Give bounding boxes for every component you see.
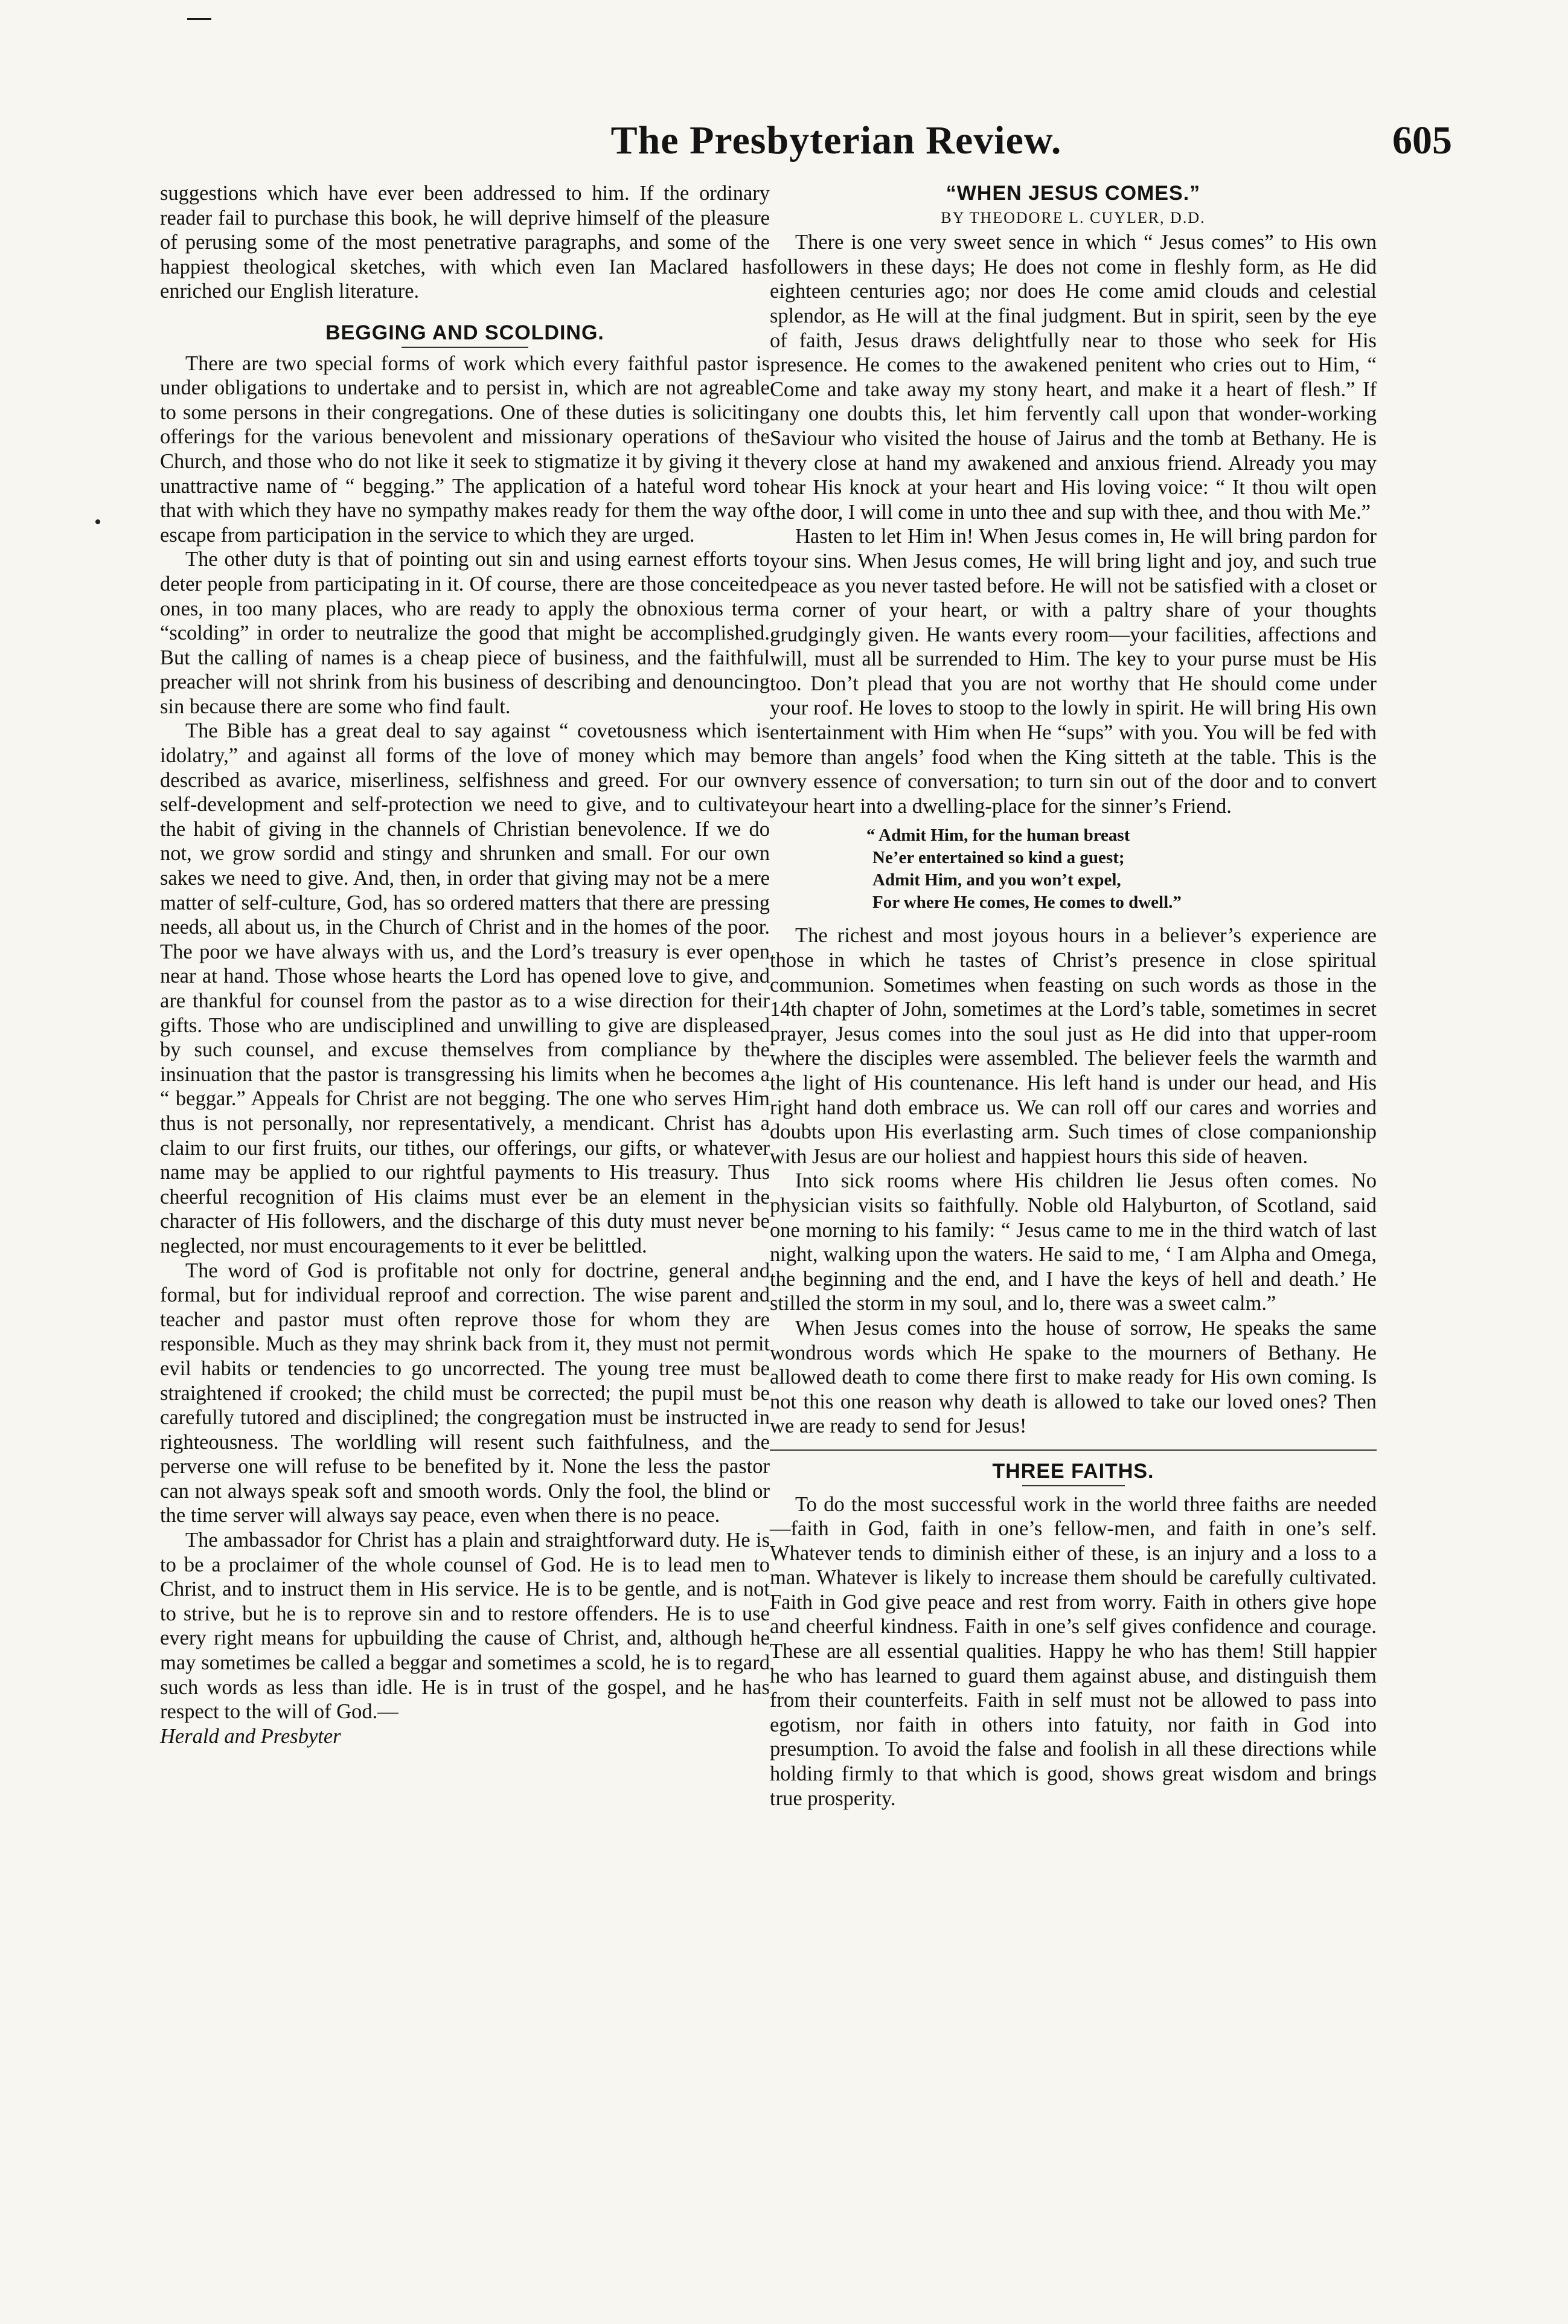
section-title-when-jesus-comes: “WHEN JESUS COMES.” bbox=[946, 182, 1201, 205]
article-paragraph: The ambassador for Christ has a plain and straightforward duty. He is to be a proclaimer of the whole counsel of God. He is to lead men to Christ, and to instruct them in His service. He is to be gentle, and is not to strive, but he is to reprove sin and to restore offenders. He is to use every right means for upbuilding the cause of Christ, and, although he may sometimes be called a beggar and sometimes a scold, he is to regard such words as less than idle. He is in trust of the gospel, and he has respect to the will of God.— bbox=[160, 1529, 770, 1724]
article-source-signature: Herald and Presbyter bbox=[160, 1724, 341, 1748]
left-column bbox=[160, 181, 770, 1748]
article-paragraph: When Jesus comes into the house of sorrow, He speaks the same wondrous words which He spake to the mourners of Bethany. He allowed death to come there first to make ready for His own coming. Is not this one reason why death is allowed to take our loved ones? Then we are ready to send for Jesus! bbox=[770, 1316, 1377, 1438]
poem-line: “ Admit Him, for the human breast bbox=[866, 826, 1130, 846]
section-title-three-faiths: THREE FAITHS. bbox=[992, 1459, 1154, 1483]
article-paragraph: Into sick rooms where His children lie Jesus often comes. No physician visits so faithfully. Noble old Halyburton, of Scotland, said one morning to his family: “ Jesus came to me in the third watch of last night, walking upon the waters. He said to me, ‘ I am Alpha and Omega, the beginning and the end, and I have the keys of hell and death.’ He stilled the storm in my soul, and lo, there was a sweet calm.” bbox=[770, 1169, 1377, 1315]
article-paragraph: The word of God is profitable not only for doctrine, general and formal, but for individual reproof and correction. The wise parent and teacher and pastor must often reprove those for whom they are responsible. Much as they may shrink back from it, they must not permit evil habits or tendencies to go uncorrected. The young tree must be straightened if crooked; the child must be corrected; the pupil must be carefully tutored and disciplined; the congregation must be instructed in righteousness. The worldling will resent such faithfulness, and the perverse one will refuse to be benefited by it. None the less the pastor can not always speak soft and smooth words. Only the fool, the blind or the time server will always say peace, even when there is no peace. bbox=[160, 1259, 770, 1527]
right-column bbox=[770, 181, 1377, 1811]
page-header-title: The Presbyterian Review. bbox=[610, 118, 1062, 162]
scan-mark bbox=[187, 18, 211, 20]
intro-paragraph: suggestions which have ever been addressed to him. If the ordinary reader fail to purchase this book, he will deprive himself of the pleasure of perusing some of the most penetrative paragraphs, and some of the happiest theological sketches, with which even Ian Maclared has enriched our English literature. bbox=[160, 182, 770, 303]
section-title-begging-and-scolding: BEGGING AND SCOLDING. bbox=[325, 321, 604, 344]
page-number: 605 bbox=[1392, 118, 1452, 162]
poem-line: For where He comes, He comes to dwell.” bbox=[872, 893, 1182, 913]
article-paragraph: There is one very sweet sence in which “ Jesus comes” to His own followers in these days; He does not come in fleshly form, as He did eighteen centuries ago; nor does He come amid clouds and celestial splendor, as He will at the final judgment. But in spirit, seen by the eye of faith, Jesus draws delightfully near to those who seek for His presence. He comes to the awakened penitent who cries out to Him, “ Come and take away my stony heart, and make it a heart of flesh.” If any one doubts this, let him fervently call upon that wonder-working Saviour who visited the house of Jairus and the tomb at Bethany. He is very close at hand my awakened and anxious friend. Already you may hear His knock at your heart and His loving voice: “ It thou wilt open the door, I will come in unto thee and sup with thee, and thou with Me.” bbox=[770, 231, 1377, 524]
article-paragraph: Hasten to let Him in! When Jesus comes in, He will bring pardon for your sins. When Jesus comes, He will bring light and joy, and such true peace as you never tasted before. He will not be satisfied with a closet or a corner of your heart, or with a paltry share of your thoughts grudgingly given. He wants every room—your facilities, affections and will, must all be surrended to Him. The key to your purse must be His too. Don’t plead that you are not worthy that He should come under your roof. He loves to stoop to the lowly in spirit. He will bring His own entertainment with Him when He “sups” with you. You will be fed with more than angels’ food when the King sitteth at the table. This is the very essence of conversation; to turn sin out of the door and to convert your heart into a dwelling-place for the sinner’s Friend. bbox=[770, 525, 1377, 818]
poem-line: Ne’er entertained so kind a guest; bbox=[872, 848, 1125, 868]
margin-dot bbox=[95, 519, 100, 524]
article-paragraph: To do the most successful work in the world three faiths are needed—faith in God, faith in one’s fellow-men, and faith in one’s self. Whatever tends to diminish either of these, is an injury and a loss to a man. Whatever is likely to increase them should be carefully cultivated. Faith in God give peace and rest from worry. Faith in others give hope and cheerful kindness. Faith in one’s self gives confidence and courage. These are all essential qualities. Happy he who has them! Still happier he who has learned to guard them against abuse, and distinguish them from their counterfeits. Faith in self must not be allowed to pass into egotism, nor faith in others into fatuity, nor faith in God into presumption. To avoid the false and foolish in all these directions while holding firmly to that which is good, shows great wisdom and brings true prosperity. bbox=[770, 1492, 1377, 1810]
article-paragraph: The other duty is that of pointing out sin and using earnest efforts to deter people from participating in it. Of course, there are those conceited ones, in too many places, who are ready to apply the obnoxious term “scolding” in order to neutralize the good that might be accomplished. But the calling of names is a cheap piece of business, and the faithful preacher will not shrink from his business of describing and denouncing sin because there are some who find fault. bbox=[160, 548, 770, 718]
poem-line: Admit Him, and you won’t expel, bbox=[872, 870, 1121, 890]
article-paragraph: There are two special forms of work which every faithful pastor is under obligations to undertake and to persist in, which are not agreable to some persons in their congregations. One of these duties is soliciting offerings for the various benevolent and missionary operations of the Church, and those who do not like it seek to stigmatize it by giving it the unattractive name of “ begging.” The application of a hateful word to that with which they have no sympathy makes ready for them the way of escape from participation in the service to which they are urged. bbox=[160, 351, 770, 547]
article-byline: BY THEODORE L. CUYLER, D.D. bbox=[941, 208, 1206, 226]
poem-quote bbox=[770, 824, 1377, 914]
article-paragraph: The richest and most joyous hours in a believer’s experience are those in which he tastes of Christ’s presence in close spiritual communion. Sometimes when feasting on such words as those in the 14th chapter of John, sometimes at the Lord’s table, sometimes in secret prayer, Jesus comes into the soul just as He did into that upper-room where the disciples were assembled. The believer feels the warmth and the light of His countenance. His left hand is under our head, and His right hand doth embrace us. We can roll off our cares and worries and doubts upon His everlasting arm. Such times of close companionship with Jesus are our holiest and happiest hours this side of heaven. bbox=[770, 924, 1377, 1168]
article-paragraph: The Bible has a great deal to say against “ covetousness which is idolatry,” and against all forms of the love of money which may be described as avarice, miserliness, selfishness and greed. For our own self-development and self-protection we need to give, and to cultivate the habit of giving in the channels of Christian benevolence. If we do not, we grow sordid and stingy and shrunken and small. For our own sakes we need to give. And, then, in order that giving may not be a mere matter of self-culture, God, has so ordered matters that there are pressing needs, all about us, in the Church of Christ and in the homes of the poor. The poor we have always with us, and the Lord’s treasury is ever open near at hand. Those whose hearts the Lord has opened love to give, and are thankful for counsel from the pastor as to a wise direction for their gifts. Those who are undisciplined and unwilling to give are displeased by such counsel, and excuse themselves from compliance by the insinuation that the pastor is transgressing his limits when he becomes a “ beggar.” Appeals for Christ are not begging. The one who serves Him thus is not personally, nor representatively, a mendicant. Christ has a claim to our first fruits, our tithes, our offerings, our gifts, or whatever name may be applied to our rightful payments to His treasury. Thus cheerful recognition of His claims must ever be an element in the character of His followers, and the discharge of this duty must never be neglected, nor must encouragements to it ever be belittled. bbox=[160, 719, 770, 1257]
